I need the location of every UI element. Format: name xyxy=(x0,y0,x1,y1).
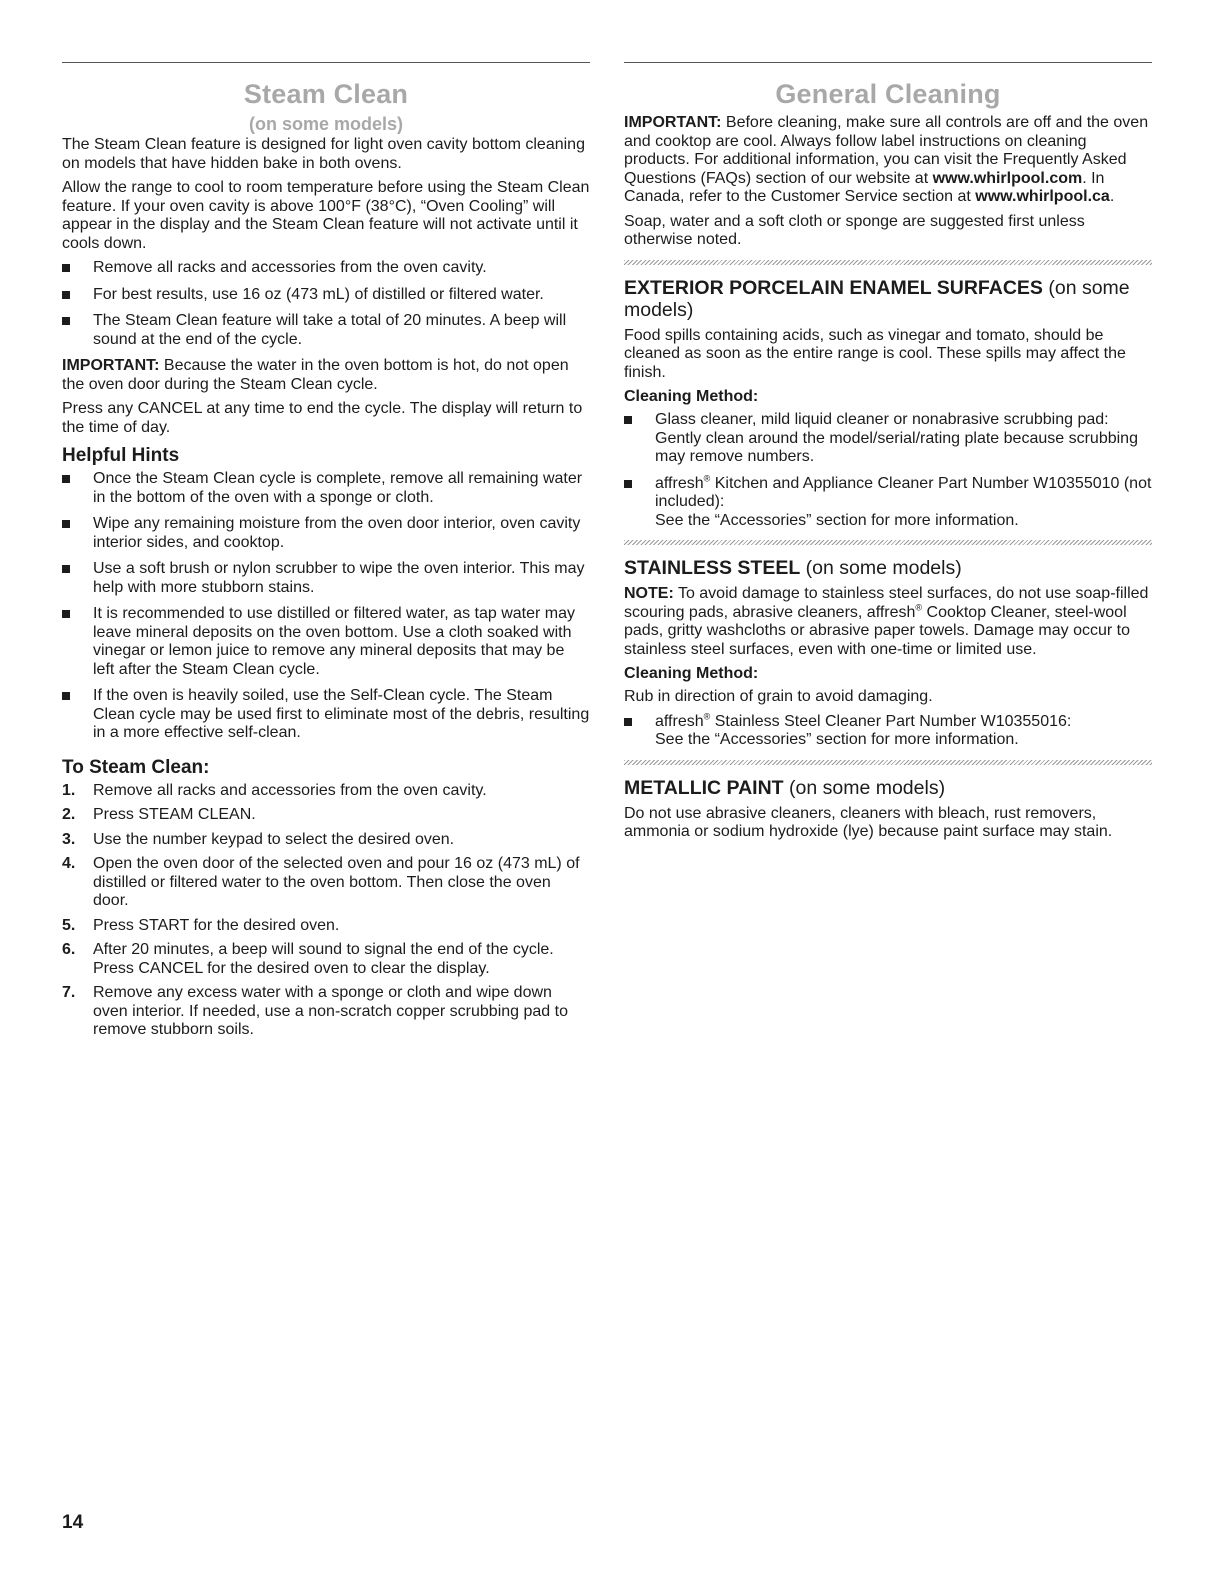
stainless-bullets xyxy=(624,713,1152,750)
stainless-heading: STAINLESS STEEL (on some models) xyxy=(624,557,962,579)
stainless-note: NOTE: To avoid damage to stainless steel surfaces, do not use soap-filled scouring pads, abrasive cleaners, affresh® Cooktop Cleaner, steel-wool pads, gritty washcloths or abrasive paper towels. Damage may occur to stainless steel surfaces, even with one-time or limited use. xyxy=(624,585,1149,658)
important-label: IMPORTANT: xyxy=(62,357,160,374)
steam-cancel: Press any CANCEL at any time to end the cycle. The display will return to the time of day. xyxy=(62,400,583,436)
exterior-bullets xyxy=(624,411,1152,530)
website-ca-link[interactable]: www.whirlpool.ca xyxy=(975,188,1110,205)
hints-list xyxy=(62,470,590,743)
steam-clean-subtitle: (on some models) xyxy=(248,114,404,134)
step-item: 6. After 20 minutes, a beep will sound to signal the end of the cycle. Press CANCEL for the desired oven to clear the display. xyxy=(62,941,554,977)
top-rule xyxy=(624,62,1152,63)
exterior-method-label: Cleaning Method: xyxy=(624,388,759,405)
section-divider xyxy=(624,760,1152,765)
list-item: affresh® Kitchen and Appliance Cleaner Part Number W10355010 (not included): See the “Accessories” section for more information. xyxy=(624,475,1152,531)
list-item: The Steam Clean feature will take a total of 20 minutes. A beep will sound at the end of the cycle. xyxy=(62,312,590,349)
list-item: Glass cleaner, mild liquid cleaner or nonabrasive scrubbing pad: Gently clean around the model/serial/rating plate because scrubbing may remove numbers. xyxy=(624,411,1152,467)
bullet-square-icon xyxy=(62,692,70,700)
to-steam-clean-heading: To Steam Clean: xyxy=(62,756,210,778)
bullet-square-icon xyxy=(62,610,70,618)
helpful-hints-heading: Helpful Hints xyxy=(62,445,180,466)
step-item: 1. Remove all racks and accessories from the oven cavity. xyxy=(62,781,487,799)
stainless-method-label: Cleaning Method: xyxy=(624,665,759,682)
steam-clean-column xyxy=(62,62,590,1046)
step-item: 2. Press STEAM CLEAN. xyxy=(62,806,256,823)
website-us-link[interactable]: www.whirlpool.com xyxy=(932,169,1083,187)
exterior-heading: EXTERIOR PORCELAIN ENAMEL SURFACES (on some models) xyxy=(624,276,1130,321)
step-item: 7. Remove any excess water with a sponge or cloth and wipe down oven interior. If needed, use a non-scratch copper scrubbing pad to remove stubborn soils. xyxy=(62,984,568,1038)
section-divider xyxy=(624,540,1152,545)
steam-steps xyxy=(62,782,590,1040)
stainless-rub: Rub in direction of grain to avoid damaging. xyxy=(624,688,933,705)
steam-intro: The Steam Clean feature is designed for light oven cavity bottom cleaning on models that have hidden bake in both ovens. xyxy=(62,136,585,172)
steam-allow: Allow the range to cool to room temperature before using the Steam Clean feature. If your oven cavity is above 100°F (38°C), “Oven Cooling” will appear in the display and the Steam Clean feature will not activate until it cools down. xyxy=(62,179,590,252)
page-number: 14 xyxy=(62,1512,84,1533)
general-soap: Soap, water and a soft cloth or sponge are suggested first unless otherwise noted. xyxy=(624,212,1085,248)
important-text: Because the water in the oven bottom is hot, do not open the oven door during the Steam Clean cycle. xyxy=(62,357,569,393)
bullet-square-icon xyxy=(62,317,70,325)
bullet-square-icon xyxy=(624,416,632,424)
section-divider xyxy=(624,260,1152,265)
bullet-square-icon xyxy=(62,520,70,528)
general-cleaning-column xyxy=(624,62,1152,848)
step-item: 5. Press START for the desired oven. xyxy=(62,916,340,934)
general-important: IMPORTANT: Before cleaning, make sure all controls are off and the oven and cooktop are cool. Always follow label instructions on cleaning products. For additional information, you can visit the Frequently Asked Questions (FAQs) section of our website at www.whirlpool.com. In Canada, refer to the Customer Service section at www.whirlpool.ca. xyxy=(624,114,1149,205)
list-item: affresh® Stainless Steel Cleaner Part Number W10355016: See the “Accessories” section for more information. xyxy=(624,713,1152,750)
steam-clean-title: Steam Clean xyxy=(243,79,409,109)
metallic-heading: METALLIC PAINT (on some models) xyxy=(624,776,946,799)
list-item: Remove all racks and accessories from the oven cavity. xyxy=(62,259,590,278)
general-cleaning-title: General Cleaning xyxy=(775,79,1001,109)
metallic-text: Do not use abrasive cleaners, cleaners with bleach, rust removers, ammonia or sodium hydroxide (lye) because paint surface may stain. xyxy=(624,804,1113,840)
bullet-square-icon xyxy=(62,475,70,483)
top-rule xyxy=(62,62,590,63)
bullet-square-icon xyxy=(624,480,632,488)
exterior-text: Food spills containing acids, such as vinegar and tomato, should be cleaned as soon as the entire range is cool. These spills may affect the finish. xyxy=(624,326,1126,381)
list-item: Wipe any remaining moisture from the oven door interior, oven cavity interior sides, and cooktop. xyxy=(62,515,590,552)
list-item: It is recommended to use distilled or filtered water, as tap water may leave mineral deposits on the oven bottom. Use a cloth soaked with vinegar or lemon juice to remove any mineral deposits that may be left after the Steam Clean cycle. xyxy=(62,605,590,679)
list-item: For best results, use 16 oz (473 mL) of distilled or filtered water. xyxy=(62,286,590,305)
list-item: Once the Steam Clean cycle is complete, remove all remaining water in the bottom of the oven with a sponge or cloth. xyxy=(62,470,590,507)
list-item: If the oven is heavily soiled, use the Self-Clean cycle. The Steam Clean cycle may be used first to eliminate most of the debris, resulting in a more effective self-clean. xyxy=(62,687,590,743)
steam-important xyxy=(62,357,590,394)
bullet-square-icon xyxy=(62,565,70,573)
bullet-square-icon xyxy=(62,291,70,299)
steam-bullets xyxy=(62,259,590,349)
step-item: 3. Use the number keypad to select the desired oven. xyxy=(62,830,455,848)
list-item: Use a soft brush or nylon scrubber to wipe the oven interior. This may help with more stubborn stains. xyxy=(62,560,590,597)
bullet-square-icon xyxy=(624,718,632,726)
bullet-square-icon xyxy=(62,264,70,272)
step-item: 4. Open the oven door of the selected oven and pour 16 oz (473 mL) of distilled or filtered water to the oven bottom. Then close the oven door. xyxy=(62,855,580,909)
